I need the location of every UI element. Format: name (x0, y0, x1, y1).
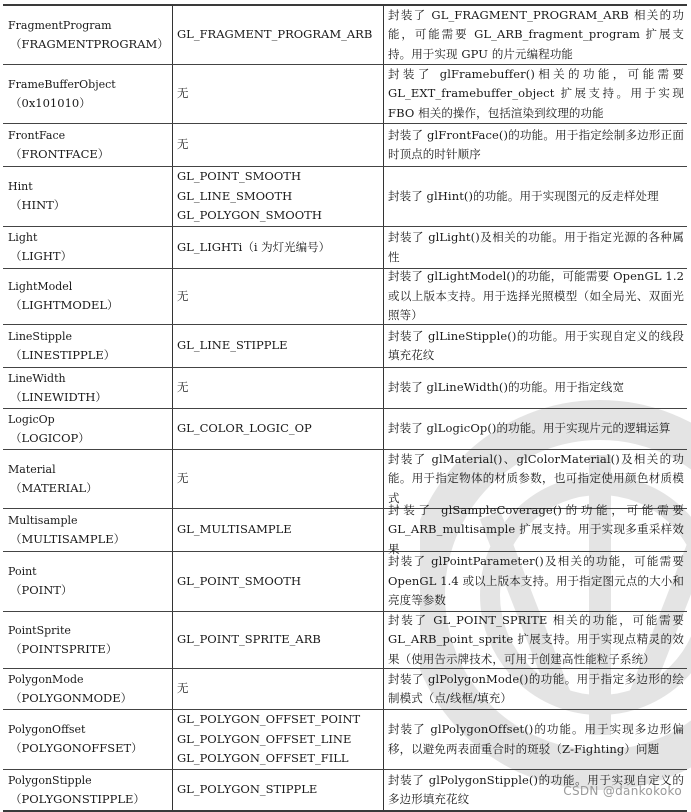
description-cell: 封装了 glPolygonStipple()的功能。用于实现自定义的多边形填充花纹 (388, 772, 684, 806)
gl-constant: GL_MULTISAMPLE (177, 522, 292, 537)
attribute-cell (3, 450, 173, 508)
attribute-cell (3, 65, 173, 123)
table-row (3, 227, 687, 269)
attribute-name: LineWidth (8, 371, 66, 385)
gl-constant: 无 (177, 86, 189, 101)
attribute-alias: （POLYGONSTIPPLE） (10, 791, 145, 806)
constants-cell (173, 612, 384, 668)
attribute-name: FrameBufferObject (8, 77, 116, 91)
attribute-alias: （HINT） (10, 198, 66, 212)
constants-cell (173, 167, 384, 226)
description-cell: 封装了 glLogicOp()的功能。用于实现片元的逻辑运算 (388, 421, 671, 436)
attribute-alias: （FRONTFACE） (10, 146, 110, 161)
description-cell: 封装了 glFrontFace()的功能。用于指定绘制多边形正面时顶点的时针顺序 (388, 127, 684, 161)
attribute-name: Point (8, 565, 37, 578)
gl-constant: GL_LINE_STIPPLE (177, 338, 288, 353)
description-cell: 封装了 glPolygonMode()的功能。用于指定多边形的绘制模式（点/线框/填充） (388, 671, 684, 705)
attribute-name: PolygonMode (8, 672, 84, 686)
attribute-alias: （0x101010） (10, 95, 91, 110)
attribute-cell (3, 669, 173, 709)
attribute-alias: （LOGICOP） (10, 430, 90, 445)
attribute-name: FragmentProgram (8, 18, 112, 32)
attribute-cell (3, 269, 173, 324)
gl-constant: GL_LINE_SMOOTH (177, 188, 293, 203)
description-cell: 封装了 glMaterial()、glColorMaterial()及相关的功能。用于指定物体的材质参数，也可指定使用颜色材质模式 (388, 451, 684, 505)
constants-cell (173, 509, 384, 551)
table-row (3, 409, 687, 450)
constants-cell (173, 770, 384, 810)
csdn-credit: CSDN @dankokoko (563, 784, 682, 798)
table-row (3, 612, 687, 669)
attribute-name: Multisample (8, 513, 78, 527)
attribute-cell (3, 227, 173, 268)
attribute-cell (3, 770, 173, 810)
attribute-name: LogicOp (8, 412, 55, 426)
description-cell: 封装了 glFramebuffer()相关的功能，可能需要 GL_EXT_framebuffer_object 扩展支持。用于实现 FBO 相关的操作，包括渲染到纹理的功能 (388, 66, 684, 120)
constants-cell (173, 227, 384, 268)
table-row (3, 325, 687, 368)
constants-cell (173, 325, 384, 367)
table-row (3, 124, 687, 167)
constants-cell (173, 552, 384, 611)
gl-constant: GL_POINT_SMOOTH (177, 573, 301, 588)
constants-cell (173, 269, 384, 324)
attribute-cell (3, 6, 173, 64)
gl-constant: GL_FRAGMENT_PROGRAM_ARB (177, 27, 373, 42)
gl-constant: 无 (177, 681, 189, 696)
gl-constant: GL_COLOR_LOGIC_OP (177, 421, 312, 436)
attribute-alias: （LIGHTMODEL） (10, 298, 119, 312)
attribute-cell (3, 368, 173, 408)
attribute-name: PolygonOffset (8, 723, 86, 736)
gl-constant: GL_POLYGON_SMOOTH (177, 208, 322, 223)
table-row (3, 710, 687, 770)
attribute-name: Material (8, 462, 56, 476)
attribute-alias: （FRAGMENTPROGRAM） (10, 36, 169, 51)
attribute-alias: （LIGHT） (10, 249, 73, 263)
gl-constant: 无 (177, 380, 189, 395)
description-cell: 封装了 glLightModel()的功能，可能需要 OpenGL 1.2 或以上版本支持。用于选择光照模型（如全局光、双面光照等） (388, 269, 684, 323)
attribute-alias: （MULTISAMPLE） (10, 531, 126, 546)
description-cell: 封装了 glSampleCoverage()的功能，可能需要 GL_ARB_multisample 扩展支持。用于实现多重采样效果 (388, 502, 684, 556)
table-row (3, 6, 687, 65)
constants-cell (173, 669, 384, 709)
attribute-name: LightModel (8, 280, 73, 293)
attribute-cell (3, 552, 173, 611)
gl-constant: GL_POINT_SPRITE_ARB (177, 632, 321, 647)
attribute-name: LineStipple (8, 329, 73, 343)
description-cell: 封装了 glLineWidth()的功能。用于指定线宽 (388, 380, 625, 395)
gl-constant: GL_POLYGON_OFFSET_LINE (177, 731, 352, 746)
attribute-alias: （POINT） (10, 583, 73, 597)
gl-constant: GL_LIGHTi（i 为灯光编号） (177, 239, 331, 254)
table-row (3, 269, 687, 325)
description-cell: 封装了 glLight()及相关的功能。用于指定光源的各种属性 (388, 230, 684, 264)
gl-constant: GL_POINT_SMOOTH (177, 169, 301, 184)
constants-cell (173, 124, 384, 166)
table-row (3, 368, 687, 409)
constants-cell (173, 6, 384, 64)
table-row (3, 669, 687, 710)
attribute-alias: （LINEWIDTH） (10, 389, 107, 404)
attribute-alias: （POLYGONOFFSET） (10, 741, 143, 755)
constants-cell (173, 409, 384, 449)
attribute-alias: （LINESTIPPLE） (10, 347, 116, 362)
gl-constant: 无 (177, 137, 189, 152)
attribute-cell (3, 409, 173, 449)
constants-cell (173, 450, 384, 508)
attribute-name: Hint (8, 180, 33, 193)
description-cell: 封装了 glPointParameter()及相关的功能，可能需要 OpenGL 1.4 或以上版本支持。用于指定图元点的大小和亮度等参数 (388, 554, 684, 608)
attribute-cell (3, 325, 173, 367)
gl-constant: 无 (177, 288, 189, 303)
attribute-cell (3, 710, 173, 769)
attribute-name: PointSprite (8, 623, 71, 637)
attribute-name: FrontFace (8, 128, 66, 142)
gl-constant: GL_POLYGON_STIPPLE (177, 782, 318, 797)
constants-cell (173, 368, 384, 408)
description-cell: 封装了 GL_FRAGMENT_PROGRAM_ARB 相关的功能，可能需要 GL_ARB_fragment_program 扩展支持。用于实现 GPU 的片元编程功能 (388, 7, 684, 61)
description-cell: 封装了 GL_POINT_SPRITE 相关的功能，可能需要 GL_ARB_point_sprite 扩展支持。用于实现点精灵的效果（使用告示牌技术，可用于创建高性能粒子系统） (388, 612, 684, 666)
table-row (3, 552, 687, 612)
gl-attribute-table (3, 4, 687, 812)
attribute-cell (3, 167, 173, 226)
description-cell: 封装了 glLineStipple()的功能。用于实现自定义的线段填充花纹 (388, 328, 684, 362)
constants-cell (173, 710, 384, 769)
table-row (3, 502, 687, 556)
attribute-alias: （POLYGONMODE） (10, 690, 133, 705)
attribute-cell (3, 124, 173, 166)
attribute-alias: （MATERIAL） (10, 480, 98, 495)
gl-constant: GL_POLYGON_OFFSET_FILL (177, 751, 349, 766)
description-cell: 封装了 glHint()的功能。用于实现图元的反走样处理 (388, 188, 659, 203)
attribute-name: Light (8, 231, 38, 244)
attribute-name: PolygonStipple (8, 773, 92, 787)
table-row (3, 65, 687, 124)
constants-cell (173, 65, 384, 123)
attribute-alias: （POINTSPRITE） (10, 641, 118, 656)
gl-constant: 无 (177, 471, 189, 486)
description-cell: 封装了 glPolygonOffset()的功能。用于实现多边形偏移，以避免两表面重合时的斑驳（Z-Fighting）问题 (388, 722, 684, 756)
table-row (3, 167, 687, 227)
attribute-cell (3, 509, 173, 551)
gl-constant: GL_POLYGON_OFFSET_POINT (177, 712, 361, 727)
attribute-cell (3, 612, 173, 668)
